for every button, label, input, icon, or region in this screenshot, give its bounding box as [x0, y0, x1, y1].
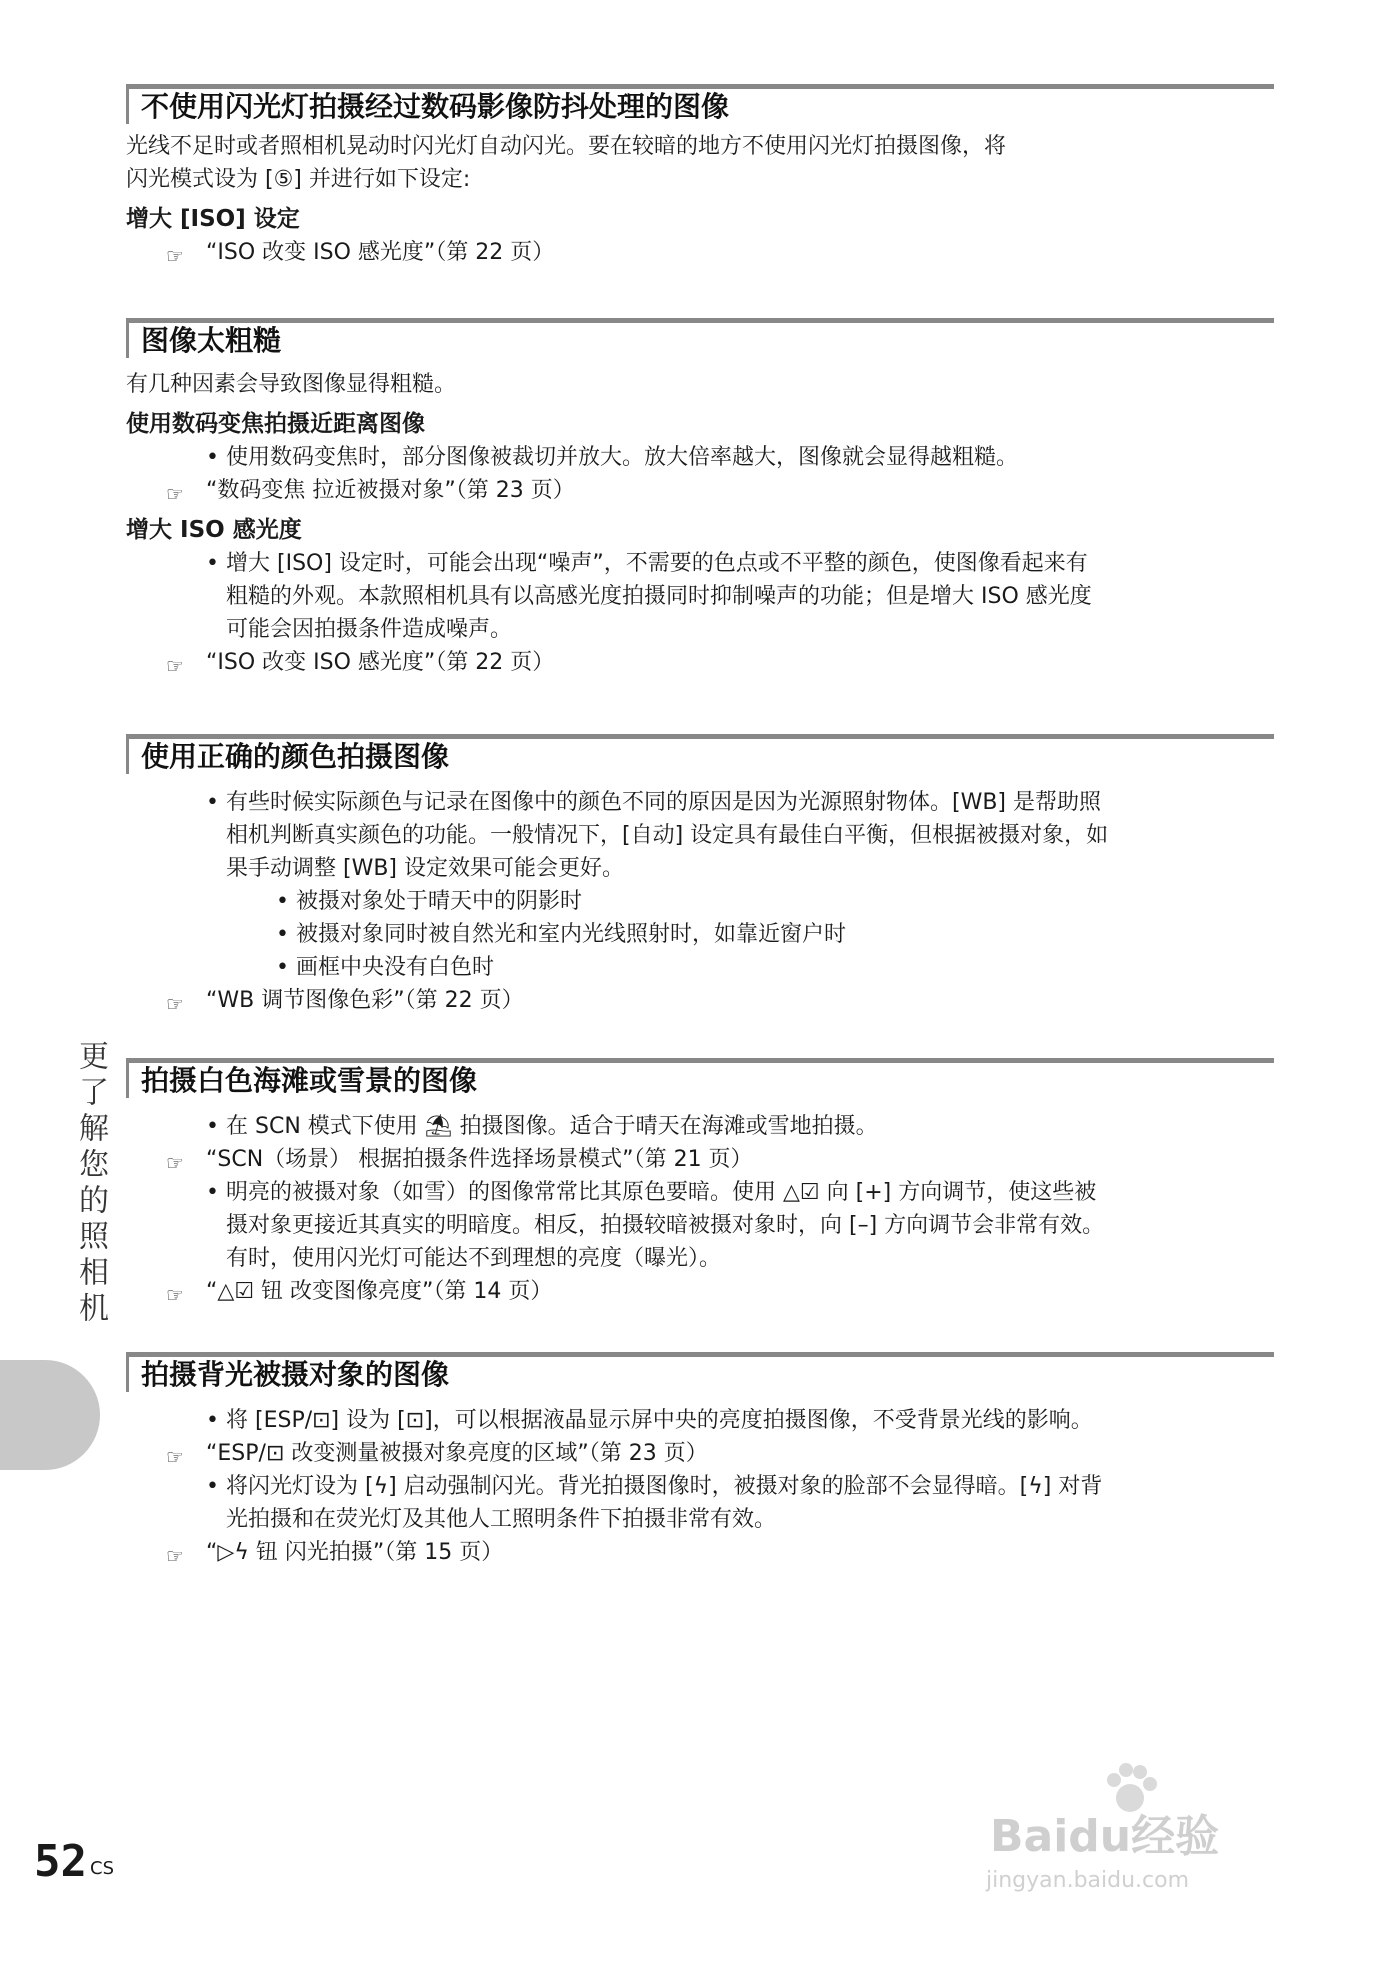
- bullet-item: • 在 SCN 模式下使用 ⛱ 拍摄图像。适合于晴天在海滩或雪地拍摄。: [126, 1110, 1274, 1143]
- reference-line: ☞ “WB 调节图像色彩”（第 22 页）: [126, 984, 1274, 1017]
- subheading: 增大 ISO 感光度: [126, 517, 302, 543]
- pointing-hand-icon: ☞: [166, 1544, 184, 1568]
- section-title: 图像太粗糙: [126, 318, 1274, 358]
- reference-line: ☞ “数码变焦 拉近被摄对象”（第 23 页）: [126, 474, 1274, 507]
- section-backlit: [126, 1352, 1274, 1569]
- bullet-item: • 明亮的被摄对象（如雪）的图像常常比其原色要暗。使用 △☑ 向 [+] 方向调节，使这些被: [126, 1176, 1274, 1209]
- section-grainy-image: [126, 318, 1274, 679]
- bullet-continuation: 有时，使用闪光灯可能达不到理想的亮度（曝光）。: [226, 1246, 722, 1271]
- page-language-code: CS: [90, 1858, 114, 1879]
- reference-line: ☞ “SCN（场景） 根据拍摄条件选择场景模式”（第 21 页）: [126, 1143, 1274, 1176]
- bullet-continuation: 可能会因拍摄条件造成噪声。: [226, 617, 513, 642]
- pointing-hand-icon: ☞: [166, 1283, 184, 1307]
- section-title: 不使用闪光灯拍摄经过数码影像防抖处理的图像: [126, 84, 1274, 124]
- chapter-side-label: 更了解您的照相机: [73, 1040, 108, 1328]
- section-no-flash: [126, 84, 1274, 269]
- pointing-hand-icon: ☞: [166, 1445, 184, 1469]
- reference-line: ☞ “▷ϟ 钮 闪光拍摄”（第 15 页）: [126, 1536, 1274, 1569]
- bullet-item: • 将闪光灯设为 [ϟ] 启动强制闪光。背光拍摄图像时，被摄对象的脸部不会显得暗。[ϟ] 对背: [126, 1470, 1274, 1503]
- paragraph: 有几种因素会导致图像显得粗糙。: [126, 372, 457, 397]
- watermark-brand: Baidu经验: [990, 1811, 1220, 1862]
- paragraph: 光线不足时或者照相机晃动时闪光灯自动闪光。要在较暗的地方不使用闪光灯拍摄图像，将: [126, 134, 1007, 159]
- pointing-hand-icon: ☞: [166, 1151, 184, 1175]
- bullet-continuation: 摄对象更接近其真实的明暗度。相反，拍摄较暗被摄对象时，向 [–] 方向调节会非常有效。: [226, 1213, 1105, 1238]
- bullet-continuation: 粗糙的外观。本款照相机具有以高感光度拍摄同时抑制噪声的功能；但是增大 ISO 感光度: [226, 584, 1092, 609]
- bullet-item: • 增大 [ISO] 设定时，可能会出现“噪声”，不需要的色点或不平整的颜色，使图像看起来有: [126, 547, 1274, 580]
- bullet-continuation: 相机判断真实颜色的功能。一般情况下，[自动] 设定具有最佳白平衡，但根据被摄对象，如: [226, 823, 1109, 848]
- section-title: 拍摄背光被摄对象的图像: [126, 1352, 1274, 1392]
- bullet-item: • 使用数码变焦时，部分图像被裁切并放大。放大倍率越大，图像就会显得越粗糙。: [126, 441, 1274, 474]
- pointing-hand-icon: ☞: [166, 654, 184, 678]
- reference-line: ☞ “ISO 改变 ISO 感光度”（第 22 页）: [126, 236, 1274, 269]
- reference-line: ☞ “ISO 改变 ISO 感光度”（第 22 页）: [126, 646, 1274, 679]
- watermark-url: jingyan.baidu.com: [986, 1868, 1190, 1893]
- paragraph: 闪光模式设为 [⑤] 并进行如下设定:: [126, 167, 471, 192]
- bullet-continuation: 果手动调整 [WB] 设定效果可能会更好。: [226, 856, 624, 881]
- pointing-hand-icon: ☞: [166, 992, 184, 1016]
- reference-line: ☞ “ESP/⊡ 改变测量被摄对象亮度的区域”（第 23 页）: [126, 1437, 1274, 1470]
- section-title: 使用正确的颜色拍摄图像: [126, 734, 1274, 774]
- bullet-continuation: 光拍摄和在荧光灯及其他人工照明条件下拍摄非常有效。: [226, 1507, 777, 1532]
- pointing-hand-icon: ☞: [166, 244, 184, 268]
- section-title: 拍摄白色海滩或雪景的图像: [126, 1058, 1274, 1098]
- section-correct-color: [126, 734, 1274, 1017]
- reference-line: ☞ “△☑ 钮 改变图像亮度”（第 14 页）: [126, 1275, 1274, 1308]
- bullet-item: • 将 [ESP/⊡] 设为 [⊡]，可以根据液晶显示屏中央的亮度拍摄图像，不受背景光线的影响。: [126, 1404, 1274, 1437]
- subheading: 增大 [ISO] 设定: [126, 206, 300, 232]
- section-beach-snow: [126, 1058, 1274, 1308]
- sub-bullet-item: • 被摄对象同时被自然光和室内光线照射时，如靠近窗户时: [126, 918, 1274, 951]
- pointing-hand-icon: ☞: [166, 482, 184, 506]
- chapter-tab: [0, 1360, 100, 1470]
- sub-bullet-item: • 被摄对象处于晴天中的阴影时: [126, 885, 1274, 918]
- bullet-item: • 有些时候实际颜色与记录在图像中的颜色不同的原因是因为光源照射物体。[WB] 是帮助照: [126, 786, 1274, 819]
- sub-bullet-item: • 画框中央没有白色时: [126, 951, 1274, 984]
- page-number: 52: [34, 1836, 87, 1887]
- subheading: 使用数码变焦拍摄近距离图像: [126, 411, 425, 437]
